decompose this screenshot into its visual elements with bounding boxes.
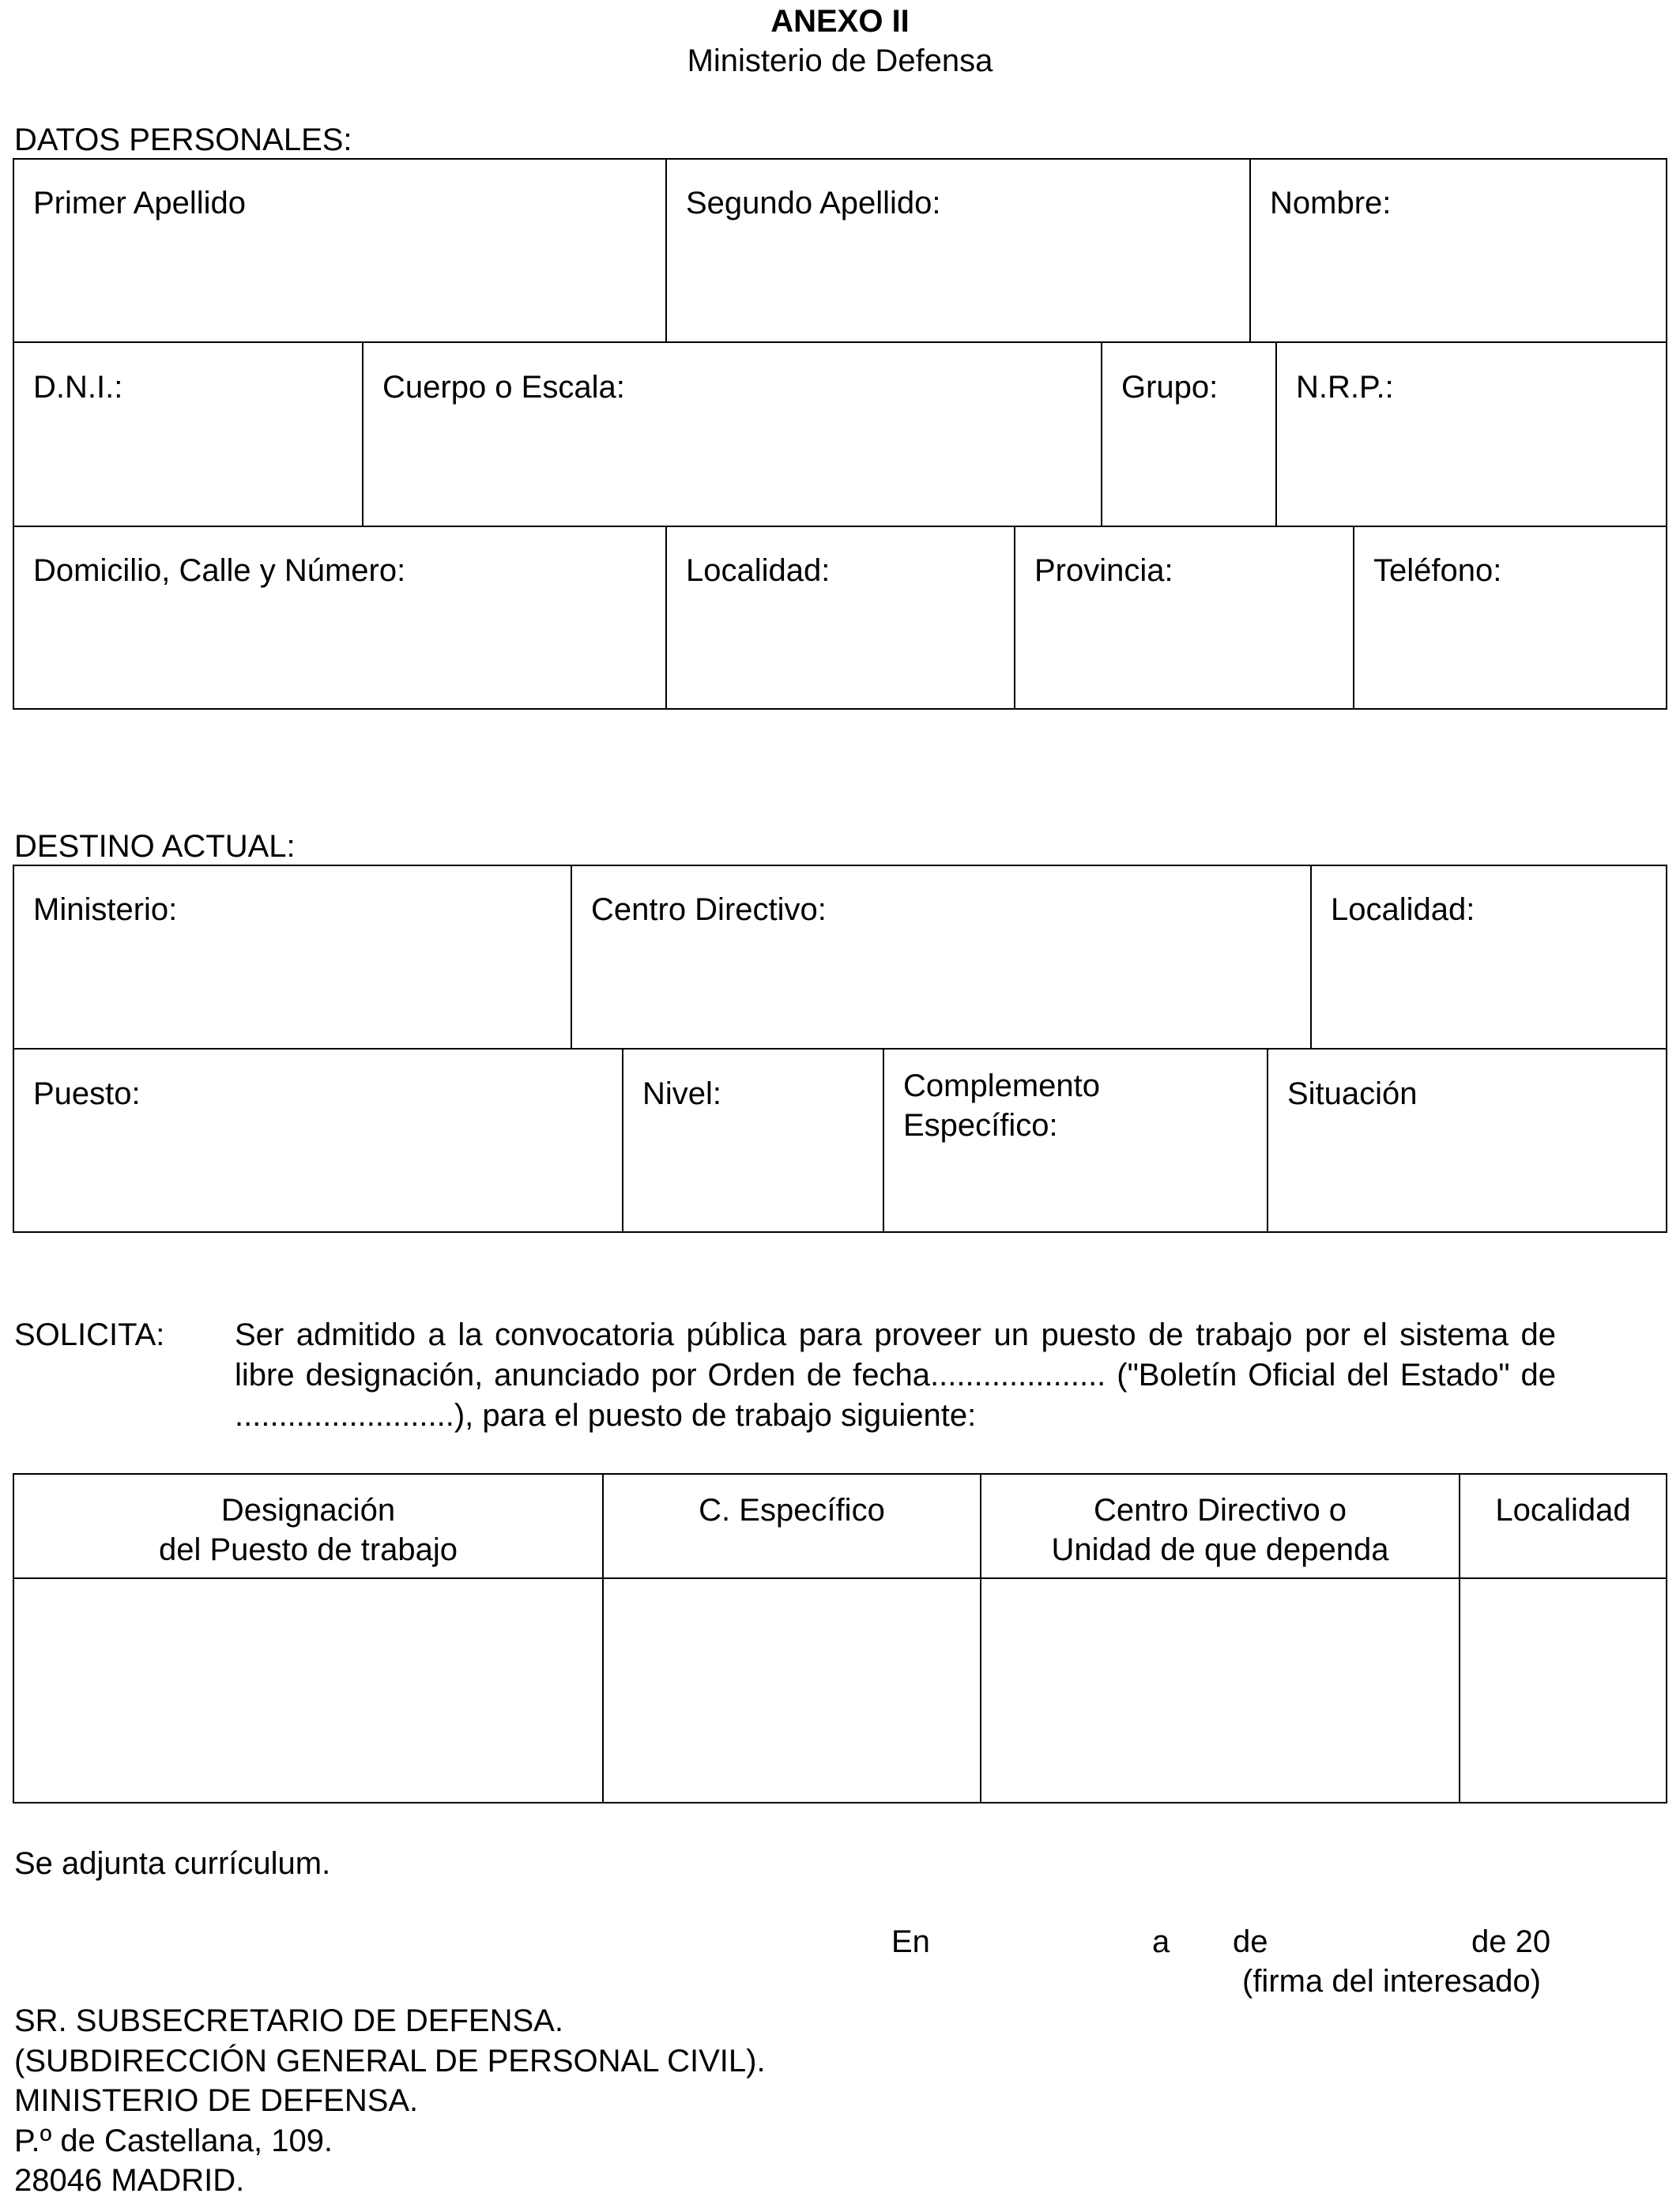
primer-apellido-field[interactable] [14, 160, 665, 341]
nivel-label: Nivel: [642, 1076, 722, 1111]
dni-label: D.N.I.: [33, 370, 123, 405]
nombre-label: Nombre: [1270, 186, 1392, 220]
complemento-label-line1: Complemento [903, 1068, 1101, 1103]
page-subtitle: Ministerio de Defensa [687, 43, 993, 78]
date-de-20: de 20 [1471, 1924, 1551, 1959]
adjunta-curriculum: Se adjunta currículum. [14, 1846, 331, 1881]
grupo-label: Grupo: [1121, 370, 1219, 405]
date-en: En [891, 1924, 930, 1959]
provincia-label: Provincia: [1034, 553, 1173, 588]
telefono-field[interactable] [1354, 527, 1666, 709]
domicilio-label: Domicilio, Calle y Número: [33, 553, 406, 588]
col-centro-line1: Centro Directivo o [1093, 1493, 1347, 1528]
datos-personales-table [13, 158, 1667, 710]
nivel-field[interactable] [623, 1050, 883, 1232]
col-especifico-header: C. Específico [699, 1493, 885, 1528]
primer-apellido-label: Primer Apellido [33, 186, 247, 220]
destino-localidad-label: Localidad: [1331, 892, 1475, 927]
address-line: SR. SUBSECRETARIO DE DEFENSA. [14, 2003, 563, 2038]
localidad-input-cell[interactable] [1460, 1579, 1666, 1802]
page-title: ANEXO II [770, 4, 910, 39]
address-block [14, 2001, 766, 2201]
date-a: a [1152, 1924, 1170, 1959]
centro-input-cell[interactable] [981, 1579, 1459, 1802]
nrp-field[interactable] [1277, 344, 1666, 526]
col-designacion-header [14, 1491, 602, 1570]
datos-personales-heading: DATOS PERSONALES: [14, 122, 352, 157]
dni-field[interactable] [14, 344, 362, 526]
solicita-text: Ser admitido a la convocatoria pública para proveer un puesto de trabajo por el sistema de libre designación, anunciado por Orden de fecha.................... ("Boletín Oficial del Estado" de .........................), para el puesto de trabajo siguiente: [235, 1317, 1556, 1433]
cuerpo-escala-field[interactable] [363, 344, 1101, 526]
date-de: de [1233, 1924, 1268, 1959]
localidad-field[interactable] [667, 527, 1014, 709]
domicilio-field[interactable] [14, 527, 665, 709]
segundo-apellido-field[interactable] [667, 160, 1249, 341]
nrp-label: N.R.P.: [1296, 370, 1394, 405]
localidad-label: Localidad: [686, 553, 831, 588]
address-line: MINISTERIO DE DEFENSA. [14, 2083, 419, 2118]
situacion-field[interactable] [1268, 1050, 1666, 1232]
address-line: (SUBDIRECCIÓN GENERAL DE PERSONAL CIVIL). [14, 2043, 766, 2079]
telefono-label: Teléfono: [1373, 553, 1502, 588]
puesto-solicitado-table [13, 1473, 1667, 1803]
col-centro-header [981, 1491, 1459, 1570]
destino-actual-heading: DESTINO ACTUAL: [14, 829, 296, 864]
centro-directivo-label: Centro Directivo: [591, 892, 827, 927]
puesto-label: Puesto: [33, 1076, 141, 1111]
segundo-apellido-label: Segundo Apellido: [686, 186, 941, 220]
col-designacion-line2: del Puesto de trabajo [158, 1532, 458, 1567]
puesto-field[interactable] [14, 1050, 622, 1232]
situacion-label: Situación [1287, 1076, 1418, 1111]
solicita-label: SOLICITA: [14, 1317, 165, 1352]
address-line: P.º de Castellana, 109. [14, 2123, 333, 2158]
ministerio-field[interactable] [14, 866, 571, 1048]
col-designacion-line1: Designación [220, 1493, 396, 1528]
cuerpo-escala-label: Cuerpo o Escala: [382, 370, 625, 405]
destino-localidad-field[interactable] [1312, 866, 1666, 1048]
designacion-input-cell[interactable] [14, 1579, 602, 1802]
especifico-input-cell[interactable] [604, 1579, 980, 1802]
complemento-label-line2: Específico: [903, 1108, 1058, 1143]
nombre-field[interactable] [1251, 160, 1666, 341]
provincia-field[interactable] [1015, 527, 1353, 709]
centro-directivo-field[interactable] [572, 866, 1310, 1048]
firma-interesado: (firma del interesado) [1242, 1964, 1541, 1999]
destino-actual-table [13, 865, 1667, 1233]
ministerio-label: Ministerio: [33, 892, 178, 927]
col-localidad-header: Localidad [1495, 1493, 1631, 1528]
col-centro-line2: Unidad de que dependa [1051, 1532, 1389, 1567]
complemento-especifico-field[interactable] [884, 1050, 1267, 1232]
grupo-field[interactable] [1102, 344, 1275, 526]
address-line: 28046 MADRID. [14, 2163, 245, 2198]
